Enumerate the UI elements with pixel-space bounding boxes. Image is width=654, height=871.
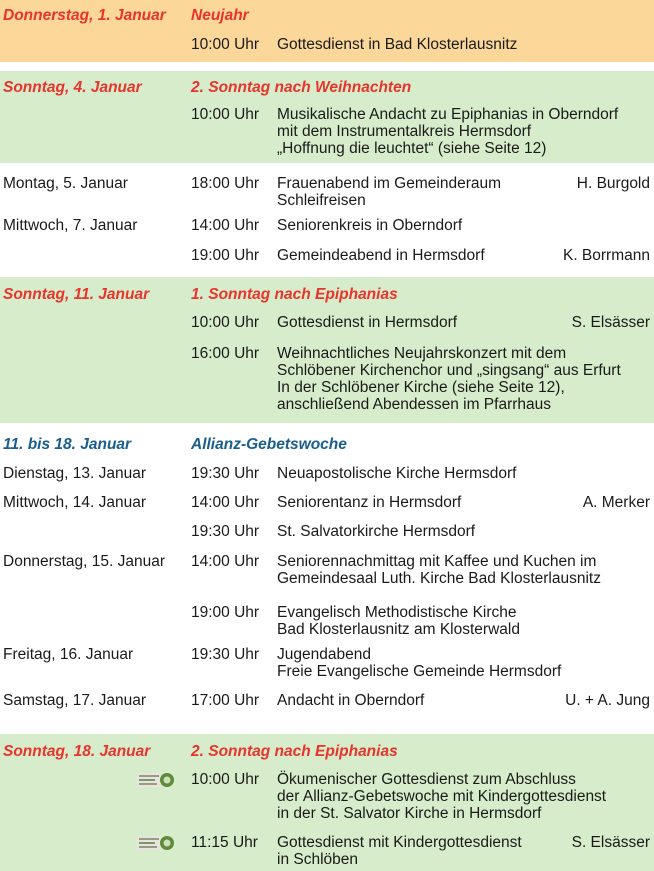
- event-description: Frauenabend im Gemeinderaum Schleifreisen: [277, 175, 502, 209]
- event-time: 18:00 Uhr: [191, 175, 260, 192]
- event-time: 19:30 Uhr: [191, 646, 260, 663]
- event-person: U. + A. Jung: [565, 692, 650, 709]
- event-time: 19:00 Uhr: [191, 604, 260, 621]
- event-description: Weihnachtliches Neujahrskonzert mit dem Schlöbener Kirchenchor und „singsang“ aus Erfurt In der Schlöbener Kirche (siehe Seite 12), anschließend Abendessen im Pfarrhaus: [277, 345, 621, 413]
- section-date: 11. bis 18. Januar: [3, 436, 132, 453]
- kindergottesdienst-logo-icon: [137, 833, 175, 853]
- event-description: Gottesdienst in Bad Klosterlausnitz: [277, 36, 518, 53]
- event-description: Gottesdienst in Hermsdorf: [277, 314, 458, 331]
- event-day: Freitag, 16. Januar: [3, 646, 134, 663]
- event-description: Gottesdienst mit Kindergottesdienst in Schlöben: [277, 834, 522, 868]
- event-description: Jugendabend Freie Evangelische Gemeinde Hermsdorf: [277, 646, 562, 680]
- event-description: Ökumenischer Gottesdienst zum Abschluss der Allianz-Gebetswoche mit Kindergottesdienst in der St. Salvator Kirche in Hermsdorf: [277, 771, 607, 822]
- event-person: K. Borrmann: [562, 247, 650, 264]
- section-neujahr: [0, 0, 654, 62]
- event-time: 17:00 Uhr: [191, 692, 260, 709]
- event-time: 16:00 Uhr: [191, 345, 260, 362]
- section-date: Sonntag, 4. Januar: [3, 79, 142, 96]
- kindergottesdienst-logo-icon: [137, 770, 175, 790]
- event-day: Dienstag, 13. Januar: [3, 465, 147, 482]
- event-description: Neuapostolische Kirche Hermsdorf: [277, 465, 517, 482]
- section-sonntag-18-januar: [0, 734, 654, 871]
- event-description: Seniorenkreis in Oberndorf: [277, 217, 463, 234]
- event-time: 10:00 Uhr: [191, 771, 260, 788]
- section-date: Sonntag, 18. Januar: [3, 743, 151, 760]
- event-time: 14:00 Uhr: [191, 217, 260, 234]
- event-person: A. Merker: [582, 494, 650, 511]
- section-date: Donnerstag, 1. Januar: [3, 7, 166, 24]
- section-sonntag-4-januar: [0, 71, 654, 163]
- section-date: Sonntag, 11. Januar: [3, 286, 150, 303]
- event-description: Seniorentanz in Hermsdorf: [277, 494, 462, 511]
- section-title: 2. Sonntag nach Epiphanias: [191, 743, 398, 760]
- event-time: 19:30 Uhr: [191, 465, 260, 482]
- event-time: 10:00 Uhr: [191, 106, 260, 123]
- section-title: 2. Sonntag nach Weihnachten: [191, 79, 412, 96]
- event-day: Samstag, 17. Januar: [3, 692, 147, 709]
- event-day: Mittwoch, 14. Januar: [3, 494, 147, 511]
- event-description: St. Salvatorkirche Hermsdorf: [277, 523, 476, 540]
- section-title: 1. Sonntag nach Epiphanias: [191, 286, 398, 303]
- section-sonntag-11-januar: [0, 277, 654, 423]
- event-time: 11:15 Uhr: [191, 834, 258, 851]
- event-day: Mittwoch, 7. Januar: [3, 217, 138, 234]
- event-person: H. Burgold: [576, 175, 650, 192]
- section-title: Allianz-Gebetswoche: [191, 436, 347, 453]
- event-description: Evangelisch Methodistische Kirche Bad Klosterlausnitz am Klosterwald: [277, 604, 520, 638]
- event-description: Musikalische Andacht zu Epiphanias in Oberndorf mit dem Instrumentalkreis Hermsdorf „Hoffnung die leuchtet“ (siehe Seite 12): [277, 106, 619, 157]
- event-time: 14:00 Uhr: [191, 494, 260, 511]
- event-time: 14:00 Uhr: [191, 553, 260, 570]
- event-time: 19:30 Uhr: [191, 523, 260, 540]
- event-description: Seniorennachmittag mit Kaffee und Kuchen im Gemeindesaal Luth. Kirche Bad Klosterlausnitz: [277, 553, 601, 587]
- section-title: Neujahr: [191, 7, 249, 24]
- event-day: Montag, 5. Januar: [3, 175, 128, 192]
- event-time: 10:00 Uhr: [191, 36, 260, 53]
- event-person: S. Elsässer: [571, 314, 650, 331]
- event-description: Andacht in Oberndorf: [277, 692, 425, 709]
- event-description: Gemeindeabend in Hermsdorf: [277, 247, 485, 264]
- event-time: 10:00 Uhr: [191, 314, 260, 331]
- event-person: S. Elsässer: [571, 834, 650, 851]
- event-day: Donnerstag, 15. Januar: [3, 553, 165, 570]
- event-time: 19:00 Uhr: [191, 247, 260, 264]
